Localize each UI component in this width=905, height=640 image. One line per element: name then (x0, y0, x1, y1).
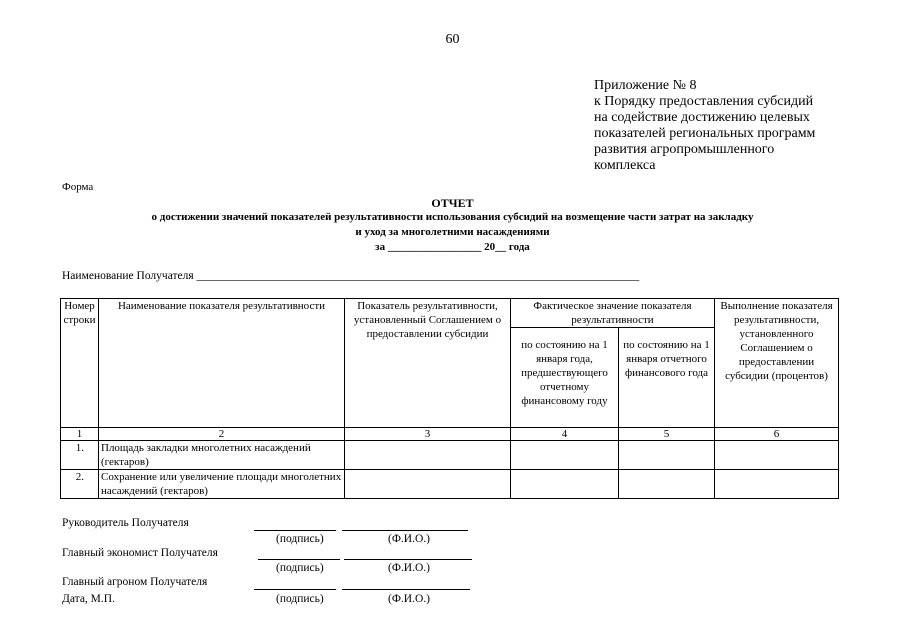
economist-signature-field[interactable] (258, 559, 340, 560)
appendix-line: комплекса (594, 158, 656, 173)
agreement-value-cell[interactable] (345, 441, 511, 470)
appendix-line: на содействие достижению целевых (594, 110, 810, 125)
head-name-field[interactable] (342, 530, 468, 531)
column-number: 5 (619, 428, 715, 441)
header-agreement-indicator: Показатель результативности, установленный Соглашением о предоставлении субсидии (345, 299, 511, 428)
header-as-of-report-year: по состоянию на 1 января отчетного финансового года (619, 328, 715, 428)
economist-signature-label: Главный экономист Получателя (62, 547, 218, 559)
fulfillment-value-cell[interactable] (715, 441, 839, 470)
header-row-number: Номер строки (61, 299, 99, 428)
row-number: 2. (61, 470, 99, 499)
report-period: за _________________ 20__ года (375, 241, 530, 253)
prev-year-value-cell[interactable] (511, 441, 619, 470)
indicator-name: Сохранение или увеличение площади многолетних насаждений (гектаров) (99, 470, 345, 499)
header-fulfillment: Выполнение показателя результативности, установленного Соглашением о предоставлении субсидии (процентов) (715, 299, 839, 428)
signature-caption: (подпись) (276, 562, 324, 574)
page-number: 60 (445, 32, 460, 47)
fulfillment-value-cell[interactable] (715, 470, 839, 499)
signature-caption: (подпись) (276, 593, 324, 605)
agronomist-signature-label: Главный агроном Получателя (62, 576, 208, 588)
appendix-reference (594, 78, 815, 174)
column-number: 4 (511, 428, 619, 441)
head-signature-label: Руководитель Получателя (62, 517, 189, 529)
appendix-line: Приложение № 8 (594, 78, 697, 93)
header-as-of-prev-year: по состоянию на 1 января года, предшествующего отчетному финансовому году (511, 328, 619, 428)
indicators-table (60, 298, 839, 499)
table-row (61, 441, 839, 470)
head-signature-field[interactable] (254, 530, 336, 531)
report-subtitle: и уход за многолетними насаждениями (355, 226, 550, 238)
report-title: ОТЧЕТ (431, 196, 474, 210)
date-stamp-label: Дата, М.П. (62, 593, 115, 605)
name-caption: (Ф.И.О.) (388, 562, 430, 574)
column-number: 3 (345, 428, 511, 441)
agreement-value-cell[interactable] (345, 470, 511, 499)
indicator-name: Площадь закладки многолетних насаждений (гектаров) (99, 441, 345, 470)
agronomist-name-field[interactable] (342, 589, 470, 590)
economist-name-field[interactable] (344, 559, 472, 560)
header-indicator-name: Наименование показателя результативности (99, 299, 345, 428)
column-numbers-row (61, 428, 839, 441)
name-caption: (Ф.И.О.) (388, 533, 430, 545)
form-label: Форма (62, 181, 94, 193)
appendix-line: показателей региональных программ (594, 126, 816, 141)
signature-caption: (подпись) (276, 533, 324, 545)
name-caption: (Ф.И.О.) (388, 593, 430, 605)
table-row (61, 470, 839, 499)
report-subtitle: о достижении значений показателей результативности использования субсидий на возмещение части затрат на закладку (151, 211, 754, 223)
appendix-line: развития агропромышленного (594, 142, 775, 157)
recipient-name-line: Наименование Получателя _____________________________________________________________________________ (62, 270, 640, 282)
report-year-value-cell[interactable] (619, 441, 715, 470)
appendix-line: к Порядку предоставления субсидий (594, 94, 814, 109)
agronomist-signature-field[interactable] (254, 589, 336, 590)
prev-year-value-cell[interactable] (511, 470, 619, 499)
column-number: 1 (61, 428, 99, 441)
column-number: 2 (99, 428, 345, 441)
row-number: 1. (61, 441, 99, 470)
column-number: 6 (715, 428, 839, 441)
header-actual-value: Фактическое значение показателя результативности (511, 299, 715, 328)
report-year-value-cell[interactable] (619, 470, 715, 499)
